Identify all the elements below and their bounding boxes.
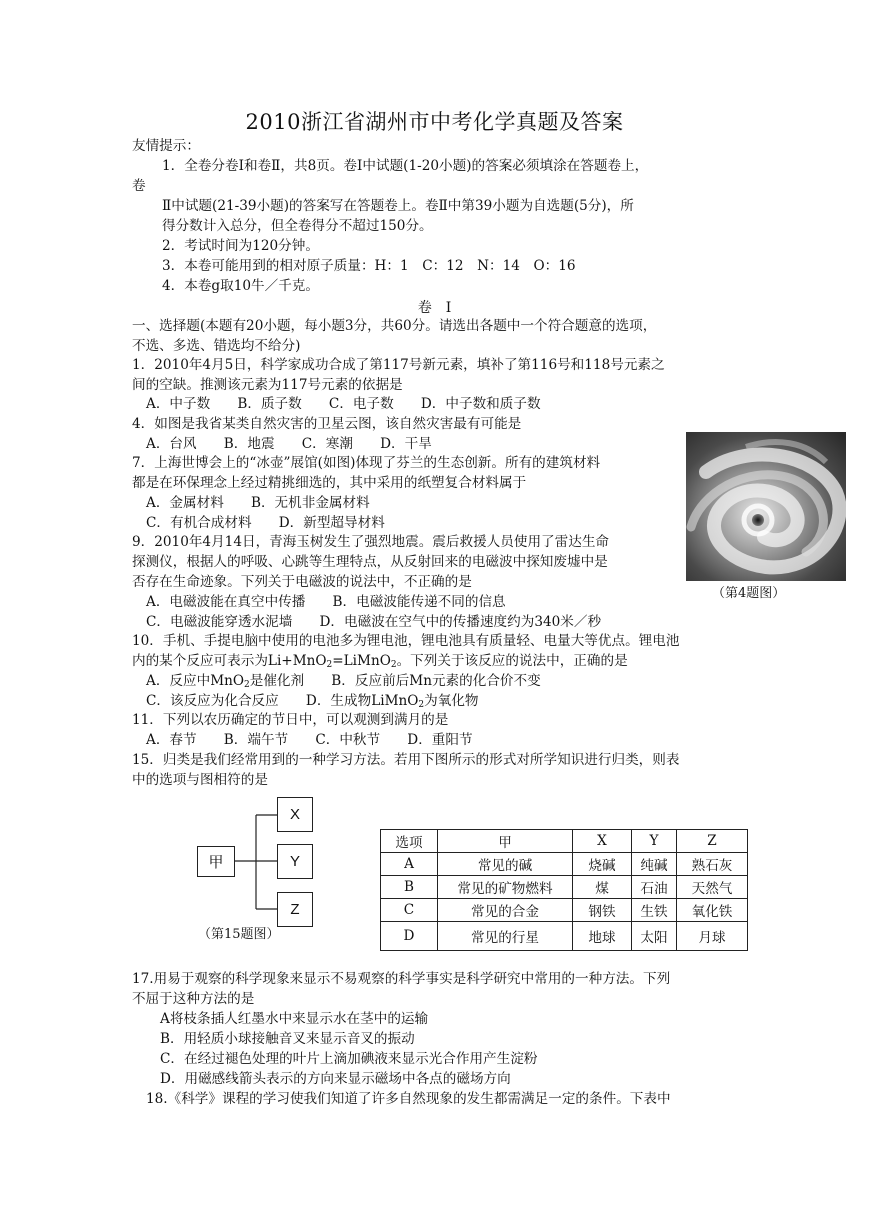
table-cell: 煤 <box>573 876 632 899</box>
table-cell: 常见的矿物燃料 <box>438 876 573 899</box>
question-9-options: C．电磁波能穿透水泥墙 D．电磁波在空气中的传播速度约为340米／秒 <box>146 614 602 630</box>
question-11-options: A．春节 B．端午节 C．中秋节 D．重阳节 <box>146 732 473 748</box>
page-title: 2010浙江省湖州市中考化学真题及答案 <box>245 110 624 134</box>
question-7: 7．上海世博会上的“冰壶”展馆(如图)体现了芬兰的生态创新。所有的建筑材料 <box>132 455 601 471</box>
question-4-options: A．台风 B．地震 C．寒潮 D．干旱 <box>146 436 432 452</box>
table-cell: 天然气 <box>677 876 748 899</box>
diagram-x-box: X <box>277 797 313 832</box>
intro-line: 得分数计入总分，但全卷得分不超过150分。 <box>162 218 433 234</box>
question-17-option: B．用轻质小球接触音叉来显示音叉的振动 <box>160 1031 415 1047</box>
options-table <box>380 829 748 951</box>
intro-line: 1．全卷分卷Ⅰ和卷Ⅱ，共8页。卷Ⅰ中试题(1-20小题)的答案必须填涂在答题卷上， <box>162 158 649 174</box>
table-cell: 月球 <box>677 922 748 951</box>
question-18: 18.《科学》课程的学习使我们知道了许多自然现象的发生都需满足一定的条件。下表中 <box>146 1091 671 1107</box>
question-9: 否存在生命迹象。下列关于电磁波的说法中，不正确的是 <box>132 574 472 590</box>
section-heading: 卷 Ⅰ <box>417 300 452 316</box>
question-10-options: C．该反应为化合反应 D．生成物LiMnO$_2$为氧化物 <box>146 693 479 710</box>
table-cell: 纯碱 <box>632 853 677 876</box>
diagram-z-box: Z <box>277 892 313 927</box>
table-cell: 常见的碱 <box>438 853 573 876</box>
table-header: Y <box>632 830 677 853</box>
intro-label: 友情提示： <box>132 138 200 154</box>
diagram-root-box: 甲 <box>197 846 235 877</box>
table-cell: 烧碱 <box>573 853 632 876</box>
question-7: 都是在环保理念上经过精挑细选的，其中采用的纸塑复合材料属于 <box>132 475 527 491</box>
question-9: 9．2010年4月14日，青海玉树发生了强烈地震。震后救援人员使用了雷达生命 <box>132 534 610 550</box>
question-1-options: A．中子数 B．质子数 C．电子数 D．中子数和质子数 <box>146 396 541 412</box>
typhoon-icon <box>686 432 846 581</box>
table-cell: 地球 <box>573 922 632 951</box>
table-row <box>381 899 748 922</box>
question-9: 探测仪，根据人的呼吸、心跳等生理特点，从反射回来的电磁波中探知废墟中是 <box>132 554 608 570</box>
question-7-options: C．有机合成材料 D．新型超导材料 <box>146 515 385 531</box>
table-row <box>381 876 748 899</box>
table-header: Z <box>677 830 748 853</box>
question-10: 10．手机、手提电脑中使用的电池多为锂电池，锂电池具有质量轻、电量大等优点。锂电池 <box>132 633 680 649</box>
diagram-y-box: Y <box>277 844 313 879</box>
table-row <box>381 922 748 951</box>
question-17-option: D．用磁感线箭头表示的方向来显示磁场中各点的磁场方向 <box>160 1071 511 1087</box>
question-7-options: A．金属材料 B．无机非金属材料 <box>146 495 370 511</box>
question-17-option: C．在经过褪色处理的叶片上滴加碘液来显示光合作用产生淀粉 <box>160 1051 538 1067</box>
intro-line: 4．本卷g取10牛／千克。 <box>162 278 319 294</box>
table-header: X <box>573 830 632 853</box>
figure-4-caption: （第4题图） <box>712 586 786 601</box>
table-cell: 石油 <box>632 876 677 899</box>
table-cell: 钢铁 <box>573 899 632 922</box>
intro-line: 3．本卷可能用到的相对原子质量：H：1 C：12 N：14 O：16 <box>162 258 576 274</box>
question-1: 1．2010年4月5日，科学家成功合成了第117号新元素，填补了第116号和118号元素之 <box>132 357 665 373</box>
satellite-cloud-image <box>686 432 846 581</box>
part-instructions: 不选、多选、错选均不给分) <box>132 338 301 354</box>
question-9-options: A．电磁波能在真空中传播 B．电磁波能传递不同的信息 <box>146 594 506 610</box>
question-11: 11．下列以农历确定的节日中，可以观测到满月的是 <box>132 712 449 728</box>
table-cell: 生铁 <box>632 899 677 922</box>
table-cell: B <box>381 876 438 899</box>
table-cell: C <box>381 899 438 922</box>
question-15: 15．归类是我们经常用到的一种学习方法。若用下图所示的形式对所学知识进行归类，则表 <box>132 752 680 768</box>
part-instructions: 一、选择题(本题有20小题，每小题3分，共60分。请选出各题中一个符合题意的选项， <box>132 318 657 334</box>
table-header: 甲 <box>438 830 573 853</box>
table-cell: A <box>381 853 438 876</box>
table-cell: 熟石灰 <box>677 853 748 876</box>
table-row <box>381 853 748 876</box>
table-cell: 常见的合金 <box>438 899 573 922</box>
table-cell: D <box>381 922 438 951</box>
question-17: 不屈于这种方法的是 <box>132 991 255 1007</box>
intro-line: 卷 <box>132 178 146 194</box>
table-cell: 太阳 <box>632 922 677 951</box>
table-header-row <box>381 830 748 853</box>
table-cell: 常见的行星 <box>438 922 573 951</box>
question-1: 间的空缺。推测该元素为117号元素的依据是 <box>132 377 403 393</box>
figure-15-caption: （第15题图） <box>198 927 280 942</box>
question-4: 4．如图是我省某类自然灾害的卫星云图，该自然灾害最有可能是 <box>132 416 522 432</box>
question-15: 中的选项与图相符的是 <box>132 772 268 788</box>
intro-line: Ⅱ中试题(21-39小题)的答案写在答题卷上。卷Ⅱ中第39小题为自选题(5分)，所 <box>162 198 634 214</box>
question-10: 内的某个反应可表示为Li+MnO$_2$=LiMnO$_2$。下列关于该反应的说法中，正确的是 <box>132 653 628 670</box>
intro-line: 2．考试时间为120分钟。 <box>162 238 319 254</box>
table-cell: 氧化铁 <box>677 899 748 922</box>
question-10-options: A．反应中MnO$_2$是催化剂 B．反应前后Mn元素的化合价不变 <box>146 673 541 690</box>
table-header: 选项 <box>381 830 438 853</box>
question-17-option: A将枝条插人红墨水中来显示水在茎中的运输 <box>160 1011 429 1027</box>
question-17: 17.用易于观察的科学现象来显示不易观察的科学事实是科学研究中常用的一种方法。下列 <box>132 971 671 987</box>
classification-diagram <box>192 793 342 928</box>
